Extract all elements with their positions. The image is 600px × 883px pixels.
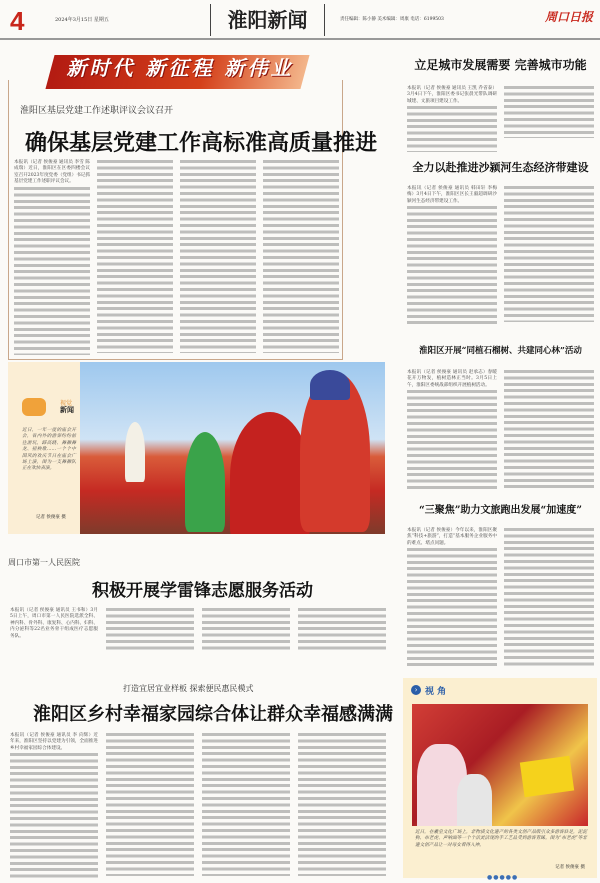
viewpoint-label: 视 角	[425, 687, 447, 697]
text-lines	[504, 86, 594, 138]
text-lines	[106, 733, 194, 876]
story2-headline: 积极开展学雷锋志愿服务活动	[92, 581, 313, 601]
photo-caption: 近日，一年一度的庙会开会，省内外的游客纷纷前往游玩，踩高跷、舞狮舞龙、扭秧歌……一个个中国风的欢庆节日在庙会广场上演，图为一支舞狮队正在欢快表演。	[22, 428, 76, 472]
text-lines	[407, 206, 497, 324]
chevron-right-icon: ›	[411, 685, 421, 695]
story3-kicker: 打造宜居宜业样板 探索便民惠民模式	[123, 684, 254, 693]
story2-body	[10, 608, 98, 640]
story3-body	[10, 733, 98, 878]
right-story4-body	[407, 528, 497, 668]
newspaper-logo: 周口日报	[545, 10, 594, 24]
story1-headline: 确保基层党建工作高标准高质量推进	[25, 130, 378, 156]
issue-date: 2024年3月15日 星期五	[55, 17, 109, 23]
text-lines	[263, 160, 339, 353]
camera-icon	[22, 398, 46, 416]
photo-logo-small: 视觉	[60, 400, 73, 407]
craft-market-photo	[412, 704, 588, 826]
right-story2-headline: 全力以赴推进沙颍河生态经济带建设	[412, 161, 589, 174]
story2-kicker: 周口市第一人民医院	[8, 558, 80, 567]
text-lines	[407, 548, 497, 668]
right-story1-lead: 本报讯（记者 侯俊豪 通讯员 王凯 乔省泰）3月4日下午，淮阳区委书记张晨光带队调研城建、文旅项目建设工作。	[407, 86, 497, 104]
text-lines	[14, 187, 90, 355]
photo-logo-big: 新闻	[60, 405, 74, 414]
text-lines	[202, 733, 290, 876]
section-title: 淮阳新闻	[210, 4, 325, 36]
text-lines	[106, 608, 194, 653]
banner-text: 新时代 新征程 新伟业	[66, 56, 294, 80]
viewpoint-credit: 记者 侯俊豪 摄	[555, 865, 585, 870]
right-story3-lead: 本报讯（记者 侯俊豪 通讯员 赵承志）春暖花开万物发，植树造林正当时。3月5日上午，淮阳区委统战部组织开展植树活动。	[407, 370, 497, 388]
page-number: 4	[10, 6, 25, 36]
text-lines	[504, 186, 594, 322]
story1-kicker: 淮阳区基层党建工作述职评议会议召开	[20, 106, 174, 116]
story1-body	[14, 160, 90, 355]
text-lines	[202, 608, 290, 653]
editor-credits: 责任编辑：陈小静 美术编辑：周康 电话：6199503	[340, 17, 444, 22]
right-story3-headline: 淮阳区开展“同植石榴树、共建同心林”活动	[419, 346, 582, 356]
text-lines	[10, 753, 98, 878]
text-lines	[180, 160, 256, 353]
festival-photo	[80, 362, 385, 534]
right-story2-body	[407, 186, 497, 324]
right-story3-body	[407, 370, 497, 492]
text-lines	[407, 390, 497, 492]
story3-headline: 淮阳区乡村幸福家园综合体让群众幸福感满满	[33, 704, 393, 725]
photo-credit: 记者 侯俊豪 摄	[36, 515, 66, 520]
photo-caption-box	[8, 362, 80, 534]
text-lines	[504, 370, 594, 490]
text-lines	[504, 528, 594, 666]
viewpoint-caption: 近日，在羲皇文化广场上，非物质文化遗产的各类文创产品吸引众多游客驻足，泥泥狗、布老虎、声响面等一个个活灵活现的手工艺品受到游客青睐。图为“布老虎”等非遗文创产品让一对母女看得入神。	[415, 830, 587, 848]
right-story1-body	[407, 86, 497, 152]
text-lines	[298, 608, 386, 653]
text-lines	[407, 106, 497, 152]
header-divider	[0, 38, 600, 40]
text-lines	[97, 160, 173, 353]
story1-lead: 本报讯（记者 侯俊豪 通讯员 李雪 陈成瑞）近日，淮阳区在区委四楼会议室召开2023年度党委（党组）书记抓基层党建工作述职评议会议。	[14, 160, 91, 185]
right-story4-headline: “三聚焦”助力文旅跑出发展“加速度”	[418, 505, 582, 516]
right-story4-lead: 本报讯（记者 侯俊豪）今年以来，淮阳区聚焦“科技+旅游”，打造“基本服务企业服务中的难点、堵点问题。	[407, 528, 497, 546]
story2-lead: 本报讯（记者 侯俊豪 通讯员 王书和）3月5日上午，周口市第一人民医院选派全科、神内科、骨外科、康复科、心内科、妇科、内分泌科等22名业务骨干组成医疗志愿服务队。	[10, 608, 98, 639]
page-decoration-dots: ●●●●●	[487, 874, 519, 881]
right-story2-lead: 本报讯（记者 侯俊豪 通讯员 韩田轩 李梅梅）3月4日下午，淮阳区区长王毅超调研沙颍河生态经济带建设工作。	[407, 186, 497, 204]
story3-lead: 本报讯（记者 侯俊豪 通讯员 李 向辉）近年来，淮阳区坚持以党建为引领，全面推进乡村幸福家园综合体建设。	[10, 733, 98, 751]
text-lines	[298, 733, 386, 876]
right-story1-headline: 立足城市发展需要 完善城市功能	[414, 58, 587, 72]
